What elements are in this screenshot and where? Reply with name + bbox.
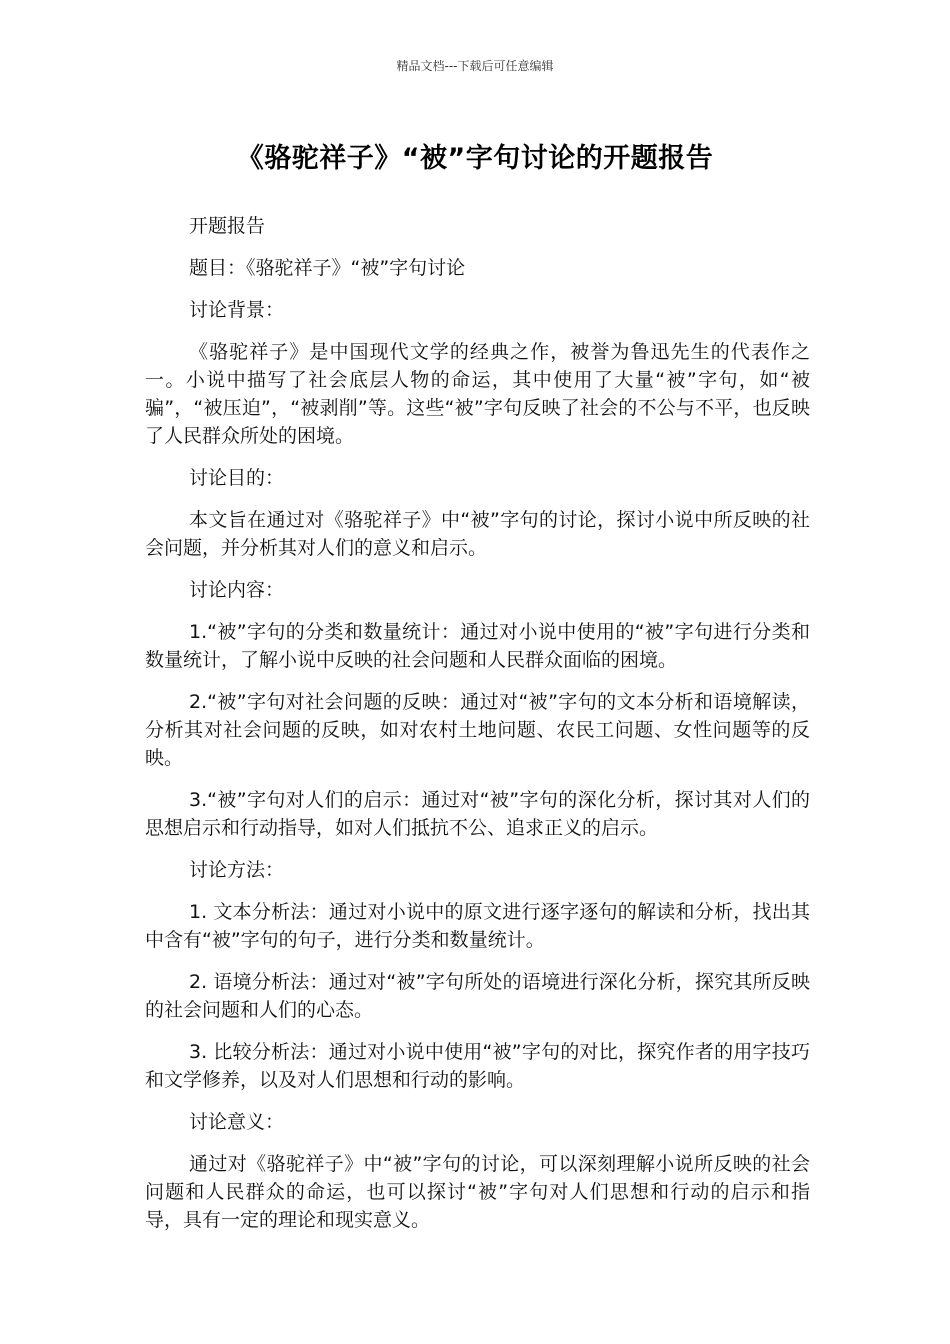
section-heading-purpose: 讨论目的： [189, 467, 285, 489]
method-item-1: 1. 文本分析法：通过对小说中的原文进行逐字逐句的解读和分析，找出其中含有“被”字句的句子，进行分类和数量统计。 [145, 901, 810, 951]
significance-paragraph: 通过对《骆驼祥子》中“被”字句的讨论，可以深刻理解小说所反映的社会问题和人民群众的命运，也可以探讨“被”字句对人们思想和行动的启示和指导，具有一定的理论和现实意义。 [145, 1153, 810, 1231]
section-heading-significance: 讨论意义： [189, 1111, 285, 1133]
document-body [145, 212, 810, 1248]
section-heading-background: 讨论背景： [189, 299, 285, 321]
section-heading-content: 讨论内容： [189, 579, 285, 601]
content-item-2: 2.“被”字句对社会问题的反映：通过对“被”字句的文本分析和语境解读，分析其对社会问题的反映，如对农村土地问题、农民工问题、女性问题等的反映。 [145, 691, 810, 769]
content-item-3: 3.“被”字句对人们的启示：通过对“被”字句的深化分析，探讨其对人们的思想启示和行动指导，如对人们抵抗不公、追求正义的启示。 [145, 789, 810, 839]
background-paragraph: 《骆驼祥子》是中国现代文学的经典之作，被誉为鲁迅先生的代表作之一。小说中描写了社会底层人物的命运，其中使用了大量“被”字句，如“被骗”，“被压迫”，“被剥削”等。这些“被”字句反映了社会的不公与不平，也反映了人民群众所处的困境。 [145, 341, 810, 447]
section-heading-method: 讨论方法： [189, 859, 285, 881]
method-item-2: 2. 语境分析法：通过对“被”字句所处的语境进行深化分析，探究其所反映的社会问题和人们的心态。 [145, 971, 810, 1021]
method-item-3: 3. 比较分析法：通过对小说中使用“被”字句的对比，探究作者的用字技巧和文学修养，以及对人们思想和行动的影响。 [145, 1041, 810, 1091]
document-title: 《骆驼祥子》“被”字句讨论的开题报告 [236, 143, 714, 174]
heading-report: 开题报告 [189, 215, 266, 237]
purpose-paragraph: 本文旨在通过对《骆驼祥子》中“被”字句的讨论，探讨小说中所反映的社会问题，并分析其对人们的意义和启示。 [145, 509, 810, 559]
content-item-1: 1.“被”字句的分类和数量统计：通过对小说中使用的“被”字句进行分类和数量统计，了解小说中反映的社会问题和人民群众面临的困境。 [145, 621, 810, 671]
page-header: 精品文档---下载后可任意编辑 [396, 59, 554, 73]
topic-line: 题目：《骆驼祥子》“被”字句讨论 [189, 257, 466, 279]
